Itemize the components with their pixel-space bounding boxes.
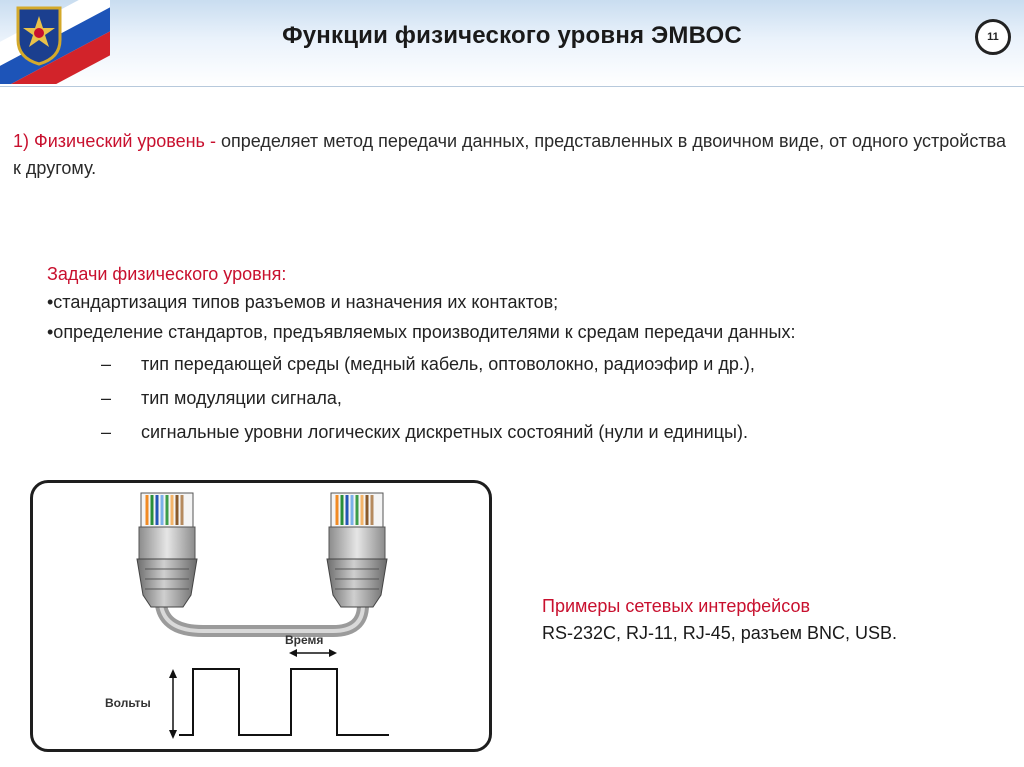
- slide-title: Функции физического уровня ЭМВОС: [282, 22, 742, 49]
- tasks-heading: Задачи физического уровня:: [47, 264, 287, 284]
- signal-waveform: [179, 669, 389, 735]
- intro-label: 1) Физический уровень: [13, 131, 205, 151]
- slide-header: [0, 0, 1024, 87]
- dash-mark: –: [101, 354, 112, 374]
- task-subitem-text: тип передающей среды (медный кабель, оптоволокно, радиоэфир и др.),: [141, 354, 755, 374]
- cable-signal-figure: [30, 480, 492, 752]
- cable-signal-diagram: [33, 483, 489, 749]
- dash-mark: –: [101, 388, 112, 408]
- cable: [161, 605, 363, 631]
- time-arrow: [289, 649, 337, 657]
- task-subitem: [47, 347, 1007, 381]
- task-bullet: •определение стандартов, предъявляемых производителями к средам передачи данных:: [47, 322, 796, 342]
- intro-paragraph: [13, 128, 1013, 182]
- intro-separator: -: [204, 131, 221, 151]
- volts-arrow: [169, 669, 177, 739]
- task-subitem: [47, 415, 1007, 449]
- examples-list: RS-232C, RJ-11, RJ-45, разъем BNC, USB.: [542, 623, 898, 643]
- page-number-badge: 11: [975, 19, 1011, 55]
- task-subitem: [47, 381, 1007, 415]
- intro-text: определяет метод передачи данных, представленных в двоичном виде, от одного устройства к другому.: [13, 131, 1006, 178]
- task-subitem-text: тип модуляции сигнала,: [141, 388, 342, 408]
- rj45-connector-left: [137, 493, 197, 607]
- rj45-connector-right: [327, 493, 387, 607]
- time-label: Время: [285, 633, 324, 647]
- task-bullet: •стандартизация типов разъемов и назначения их контактов;: [47, 292, 559, 312]
- examples-title: Примеры сетевых интерфейсов: [542, 596, 811, 616]
- tasks-block: [47, 262, 1007, 449]
- task-subitem-text: сигнальные уровни логических дискретных состояний (нули и единицы).: [141, 422, 748, 442]
- examples-block: [542, 593, 897, 647]
- volts-label: Вольты: [105, 696, 151, 710]
- dash-mark: –: [101, 422, 112, 442]
